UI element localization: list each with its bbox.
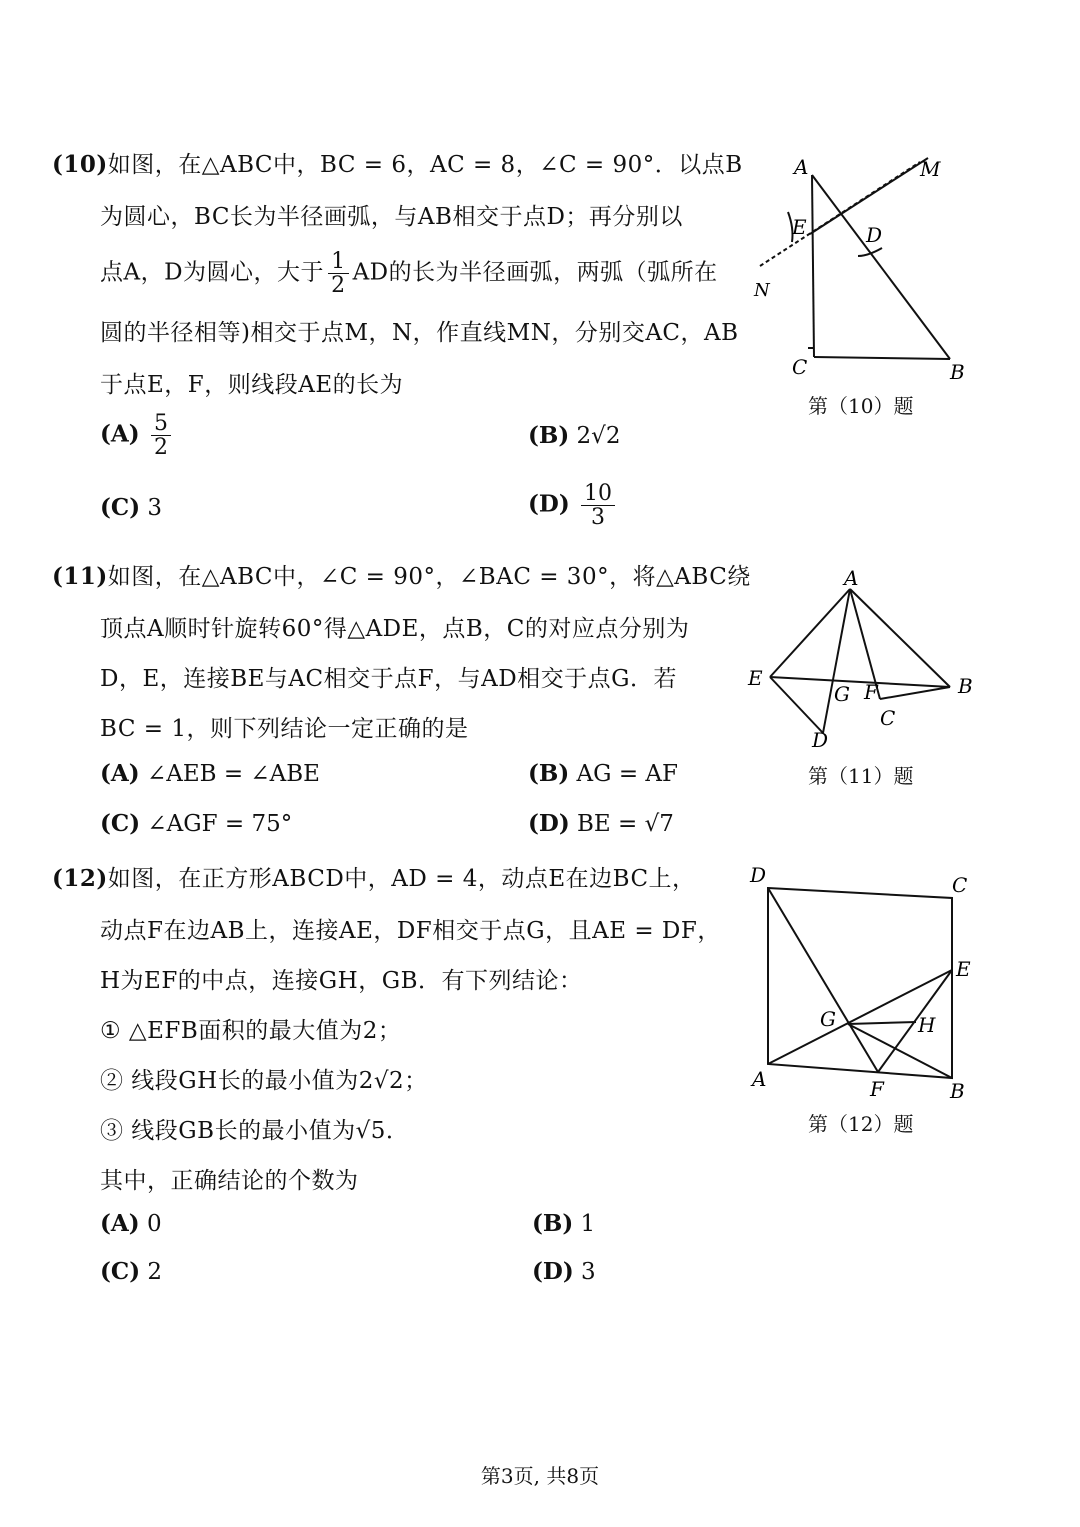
q10-line-1: (10)如图，在△ABC中，BC = 6，AC = 8，∠C = 90°．以点B — [52, 151, 743, 178]
q12-label-c: C — [952, 873, 968, 897]
q12-label-e: E — [956, 957, 971, 981]
q10-label-e: E — [792, 215, 807, 239]
q12-option-c[interactable]: (C) 2 — [100, 1258, 163, 1285]
q10-option-a[interactable]: (A) $\frac{5}{2}$ — [100, 412, 175, 459]
q11-segment-ab — [850, 589, 950, 687]
q12-number: (12) — [52, 865, 108, 892]
q12-statement-1: ① △EFB面积的最大值为2； — [100, 1018, 402, 1044]
q11-segment-ae — [770, 589, 850, 677]
q10-segment-ab — [812, 175, 950, 359]
q11-segment-ed — [770, 677, 823, 733]
q10-figure-caption: 第（10）题 — [808, 394, 914, 418]
q12-label-d: D — [750, 863, 767, 887]
q11-number: (11) — [52, 563, 108, 590]
q12-segment-df — [768, 888, 878, 1072]
q10-segment-ac — [812, 175, 814, 357]
q11-line-4: BC = 1，则下列结论一定正确的是 — [100, 716, 469, 742]
q12-line-3: H为EF的中点，连接GH，GB．有下列结论： — [100, 968, 583, 994]
q10-line-5: 于点E，F，则线段AE的长为 — [100, 372, 404, 398]
q10-label-d: D — [866, 223, 883, 247]
q11-line-1: (11)如图，在△ABC中，∠C = 90°，∠BAC = 30°，将△ABC绕 — [52, 563, 751, 590]
q10-number: (10) — [52, 151, 108, 178]
q12-label-g: G — [820, 1007, 836, 1031]
q11-segment-cb — [880, 687, 950, 699]
q10-option-d[interactable]: (D) $\frac{10}{3}$ — [528, 482, 619, 529]
q11-line-2: 顶点A顺时针旋转60°得△ADE，点B，C的对应点分别为 — [100, 616, 690, 642]
q10-label-m: M — [920, 157, 941, 181]
q12-line-2: 动点F在边AB上，连接AE，DF相交于点G，且AE = DF， — [100, 918, 721, 944]
q10-label-b: B — [950, 360, 965, 384]
q10-label-c: C — [792, 355, 808, 379]
q10-label-a: A — [794, 155, 809, 179]
q10-line-2: 为圆心，BC长为半径画弧，与AB相交于点D；再分别以 — [100, 204, 683, 230]
q12-label-h: H — [918, 1013, 936, 1037]
q11-label-d: D — [812, 728, 829, 752]
q12-line-1: (12)如图，在正方形ABCD中，AD = 4，动点E在边BC上， — [52, 865, 696, 892]
q11-figure — [740, 565, 990, 755]
q12-figure — [740, 860, 990, 1110]
q10-line-3: 点A，D为圆心，大于 $\frac{1}{2}$ AD的长为半径画弧，两弧（弧所在 — [100, 249, 718, 299]
q10-figure — [750, 150, 1000, 390]
q10-segment-cb — [814, 357, 950, 359]
q12-option-a[interactable]: (A) 0 — [100, 1210, 162, 1237]
q11-option-c[interactable]: (C) ∠AGF = 75° — [100, 810, 293, 837]
q10-label-n: N — [754, 280, 770, 301]
q12-option-d[interactable]: (D) 3 — [532, 1258, 596, 1285]
q11-line-3: D，E，连接BE与AC相交于点F，与AD相交于点G．若 — [100, 666, 678, 692]
q10-option-d-fraction: $\frac{10}{3}$ — [581, 482, 615, 529]
q11-segment-eb — [770, 677, 950, 687]
q12-line-prompt: 其中，正确结论的个数为 — [100, 1168, 359, 1194]
q12-label-a: A — [752, 1067, 767, 1091]
q12-segment-gb — [848, 1024, 952, 1078]
q11-figure-caption: 第（11）题 — [808, 764, 914, 788]
q11-label-g: G — [834, 682, 850, 706]
q12-segment-fe — [878, 970, 952, 1072]
page-footer: 第3页, 共8页 — [480, 1464, 600, 1488]
q12-statement-2: ② 线段GH长的最小值为2√2； — [100, 1068, 428, 1094]
q11-label-b: B — [958, 674, 973, 698]
q11-label-e: E — [748, 666, 763, 690]
q11-label-f: F — [864, 680, 878, 704]
q12-statement-3: ③ 线段GB长的最小值为√5． — [100, 1118, 410, 1144]
q12-figure-caption: 第（12）题 — [808, 1112, 914, 1136]
q12-label-f: F — [870, 1077, 884, 1101]
q11-segment-ad — [823, 589, 850, 733]
q11-label-a: A — [844, 566, 859, 590]
q10-half-fraction: $\frac{1}{2}$ — [328, 250, 349, 297]
q11-option-d[interactable]: (D) BE = √7 — [528, 810, 674, 837]
q11-label-c: C — [880, 706, 896, 730]
q10-option-a-fraction: $\frac{5}{2}$ — [151, 412, 171, 459]
q10-option-b[interactable]: (B) 2√2 — [528, 422, 621, 449]
q11-option-b[interactable]: (B) AG = AF — [528, 760, 678, 787]
q10-line-4: 圆的半径相等)相交于点M，N，作直线MN，分别交AC，AB — [100, 320, 739, 346]
q12-label-b: B — [950, 1079, 965, 1103]
q12-segment-gh — [848, 1022, 916, 1024]
q10-option-c[interactable]: (C) 3 — [100, 494, 163, 521]
q12-option-b[interactable]: (B) 1 — [532, 1210, 596, 1237]
q11-option-a[interactable]: (A) ∠AEB = ∠ABE — [100, 760, 320, 787]
